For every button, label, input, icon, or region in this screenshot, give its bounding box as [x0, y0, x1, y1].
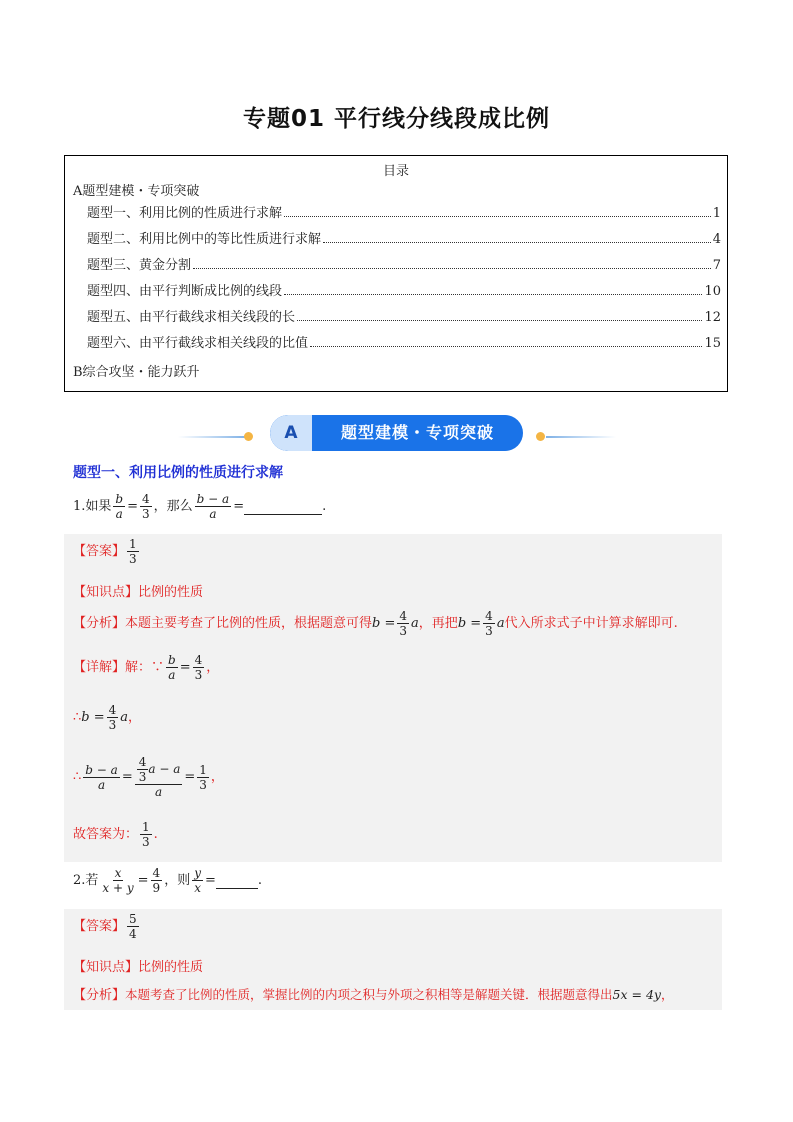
- compound-fraction: $\frac{4}{3}$ a − a a: [135, 755, 183, 799]
- toc-leader: [323, 242, 711, 243]
- toc-item[interactable]: [87, 254, 721, 273]
- toc-leader: [284, 216, 711, 217]
- page-title: 专题01 平行线分线段成比例: [242, 106, 550, 132]
- toc-item-label: 题型三、黄金分割: [87, 258, 192, 273]
- toc-leader: [284, 294, 702, 295]
- toc-item-page: 4: [712, 232, 721, 247]
- toc-item[interactable]: [87, 202, 721, 221]
- toc-item-label: 题型六、由平行截线求相关线段的比值: [87, 336, 309, 351]
- q1-conclusion: 故答案为： $\frac{1}{3}$ .: [73, 820, 158, 849]
- q1-then: ，那么: [153, 499, 193, 514]
- section-banner: [270, 415, 523, 451]
- banner-text: 题型建模・专项突破: [340, 423, 494, 442]
- q2-knowledge: 【知识点】比例的性质: [73, 960, 204, 975]
- toc-item[interactable]: [87, 280, 721, 299]
- question-type-heading: 题型一、利用比例的性质进行求解: [73, 465, 283, 481]
- toc-leader: [193, 268, 711, 269]
- answer-blank[interactable]: [216, 873, 258, 889]
- answer-tag: 【答案】: [73, 544, 126, 559]
- toc-item-page: 15: [704, 336, 721, 351]
- banner-line-right: [546, 436, 616, 438]
- toc-item-page: 10: [704, 284, 721, 299]
- question-2: 2.若 $\frac{x}{x + y}$ = $\frac{4}{9}$ ，则 $\frac{y}{x}$ = .: [73, 866, 263, 895]
- toc-heading: 目录: [382, 164, 409, 179]
- toc-item-label: 题型五、由平行截线求相关线段的长: [87, 310, 296, 325]
- toc-item-label: 题型四、由平行判断成比例的线段: [87, 284, 283, 299]
- table-of-contents: [64, 155, 728, 392]
- q1-prefix: 1.如果: [73, 499, 112, 514]
- toc-item-label: 题型二、利用比例中的等比性质进行求解: [87, 232, 322, 247]
- toc-item-label: 题型一、利用比例的性质进行求解: [87, 206, 283, 221]
- banner-line-left: [178, 436, 246, 438]
- q1-detail-start: 【详解】解：∵ $\frac{b}{a}$ = $\frac{4}{3}$ ，: [73, 653, 220, 682]
- toc-section-a[interactable]: A题型建模・专项突破: [73, 184, 200, 199]
- toc-item[interactable]: [87, 332, 721, 351]
- toc-item-page: 12: [704, 310, 721, 325]
- q2-answer: 【答案】 $\frac{5}{4}$: [73, 912, 137, 941]
- toc-leader: [297, 320, 702, 321]
- banner-letter: A: [270, 415, 312, 451]
- banner-dot-left: [244, 432, 253, 441]
- toc-section-b[interactable]: B综合攻坚・能力跃升: [73, 365, 200, 380]
- q2-analysis: 【分析】本题考查了比例的性质，掌握比例的内项之积与外项之积相等是解题关键．根据题意得出5x = 4y，: [73, 987, 674, 1003]
- knowledge-text: 比例的性质: [138, 585, 204, 600]
- toc-leader: [310, 346, 702, 347]
- q1-detail-step-2: ∴ $\frac{b - a}{a}$ = $\frac{4}{3}$ a − a a = $\frac{1}{3}$ ，: [73, 755, 224, 799]
- fraction-b-over-a: $\frac{b}{a}$: [115, 492, 124, 521]
- toc-item-page: 1: [712, 206, 721, 221]
- toc-item[interactable]: [87, 306, 721, 325]
- fraction-b-minus-a-over-a: $\frac{b - a}{a}$: [196, 492, 230, 521]
- toc-item-page: 7: [712, 258, 721, 273]
- banner-dot-right: [536, 432, 545, 441]
- question-1: 1.如果 $\frac{b}{a}$ = $\frac{4}{3}$ ，那么 $\frac{b - a}{a}$ = .: [73, 492, 327, 521]
- fraction-4-3: $\frac{4}{3}$: [142, 492, 150, 521]
- toc-item[interactable]: [87, 228, 721, 247]
- q1-detail-step-1: ∴b = $\frac{4}{3}$ a，: [73, 703, 142, 732]
- q1-analysis: 【分析】本题主要考查了比例的性质，根据题意可得b = $\frac{4}{3}$ a，再把b = $\frac{4}{3}$ a代入所求式子中计算求解即可.: [73, 609, 678, 638]
- q1-answer: [73, 537, 141, 566]
- fraction-1-3: $\frac{1}{3}$: [129, 537, 137, 566]
- answer-blank[interactable]: [244, 499, 322, 515]
- q1-knowledge: 【知识点】比例的性质: [73, 585, 204, 600]
